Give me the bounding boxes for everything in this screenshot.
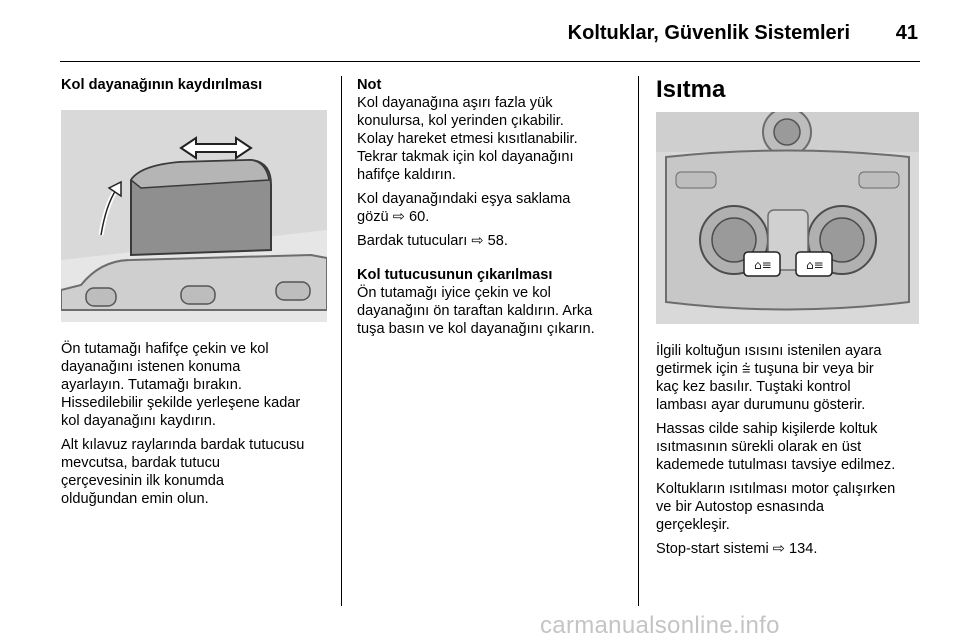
armrest-para-2: Alt kılavuz raylarında bardak tutucusu mevcutsa, bardak tutucu çerçevesinin ilk konumda olduğundan emin olun. [61,437,305,507]
stop-start-ref: Stop-start sistemi ⇨ 134. [656,541,818,557]
armrest-heading: Kol dayanağının kaydırılması [61,77,263,93]
watermark: carmanualsonline.info [540,612,780,639]
header-title: Koltuklar, Güvenlik Sistemleri [567,22,850,44]
column-notes [357,76,629,344]
column-armrest [61,76,327,514]
heating-title: Isıtma [656,76,726,103]
armrest-illustration [61,110,327,322]
remove-heading: Kol tutucusunun çıkarılması [357,267,553,283]
cup-holders-ref: Bardak tutucuları ⇨ 58. [357,233,508,249]
page-number: 41 [895,22,918,44]
note-label: Not [357,77,382,93]
climate-panel-illustration [656,112,919,324]
svg-text:⌂≡: ⌂≡ [754,258,772,272]
storage-ref: Kol dayanağındaki eşya saklama gözü ⇨ 60. [357,191,571,225]
column-divider-2 [638,76,639,606]
column-heating [656,76,924,564]
svg-text:⌂≡: ⌂≡ [806,258,824,272]
armrest-para-1: Ön tutamağı hafifçe çekin ve kol dayanağını istenen konuma ayarlayın. Tutamağı bırakın. Hissedilebilir şekilde yerleşene kadar kol dayanağını kaydırın. [61,341,301,429]
page-header [60,18,920,62]
heating-para-1: İlgili koltuğun ısısını istenilen ayara getirmek için ⩭ tuşuna bir veya bir kaç kez basılır. Tuştaki kontrol lambası ayar durumunu gösterir. [656,343,882,413]
remove-para: Ön tutamağı iyice çekin ve kol dayanağını ön taraftan kaldırın. Arka tuşa basın ve kol dayanağını çıkarın. [357,285,595,337]
note-block: Not Kol dayanağına aşırı fazla yük konulursa, kol yerinden çıkabilir. Kolay hareket etmesi kısıtlanabilir. Tekrar takmak için kol dayanağını hafifçe kaldırın. [357,76,629,184]
heating-para-2: Hassas cilde sahip kişilerde koltuk ısıtmasının sürekli olarak en üst kademede tutulması tavsiye edilmez. [656,421,896,473]
column-divider-1 [341,76,342,606]
heating-para-3: Koltukların ısıtılması motor çalışırken ve bir Autostop esnasında gerçekleşir. [656,481,896,533]
